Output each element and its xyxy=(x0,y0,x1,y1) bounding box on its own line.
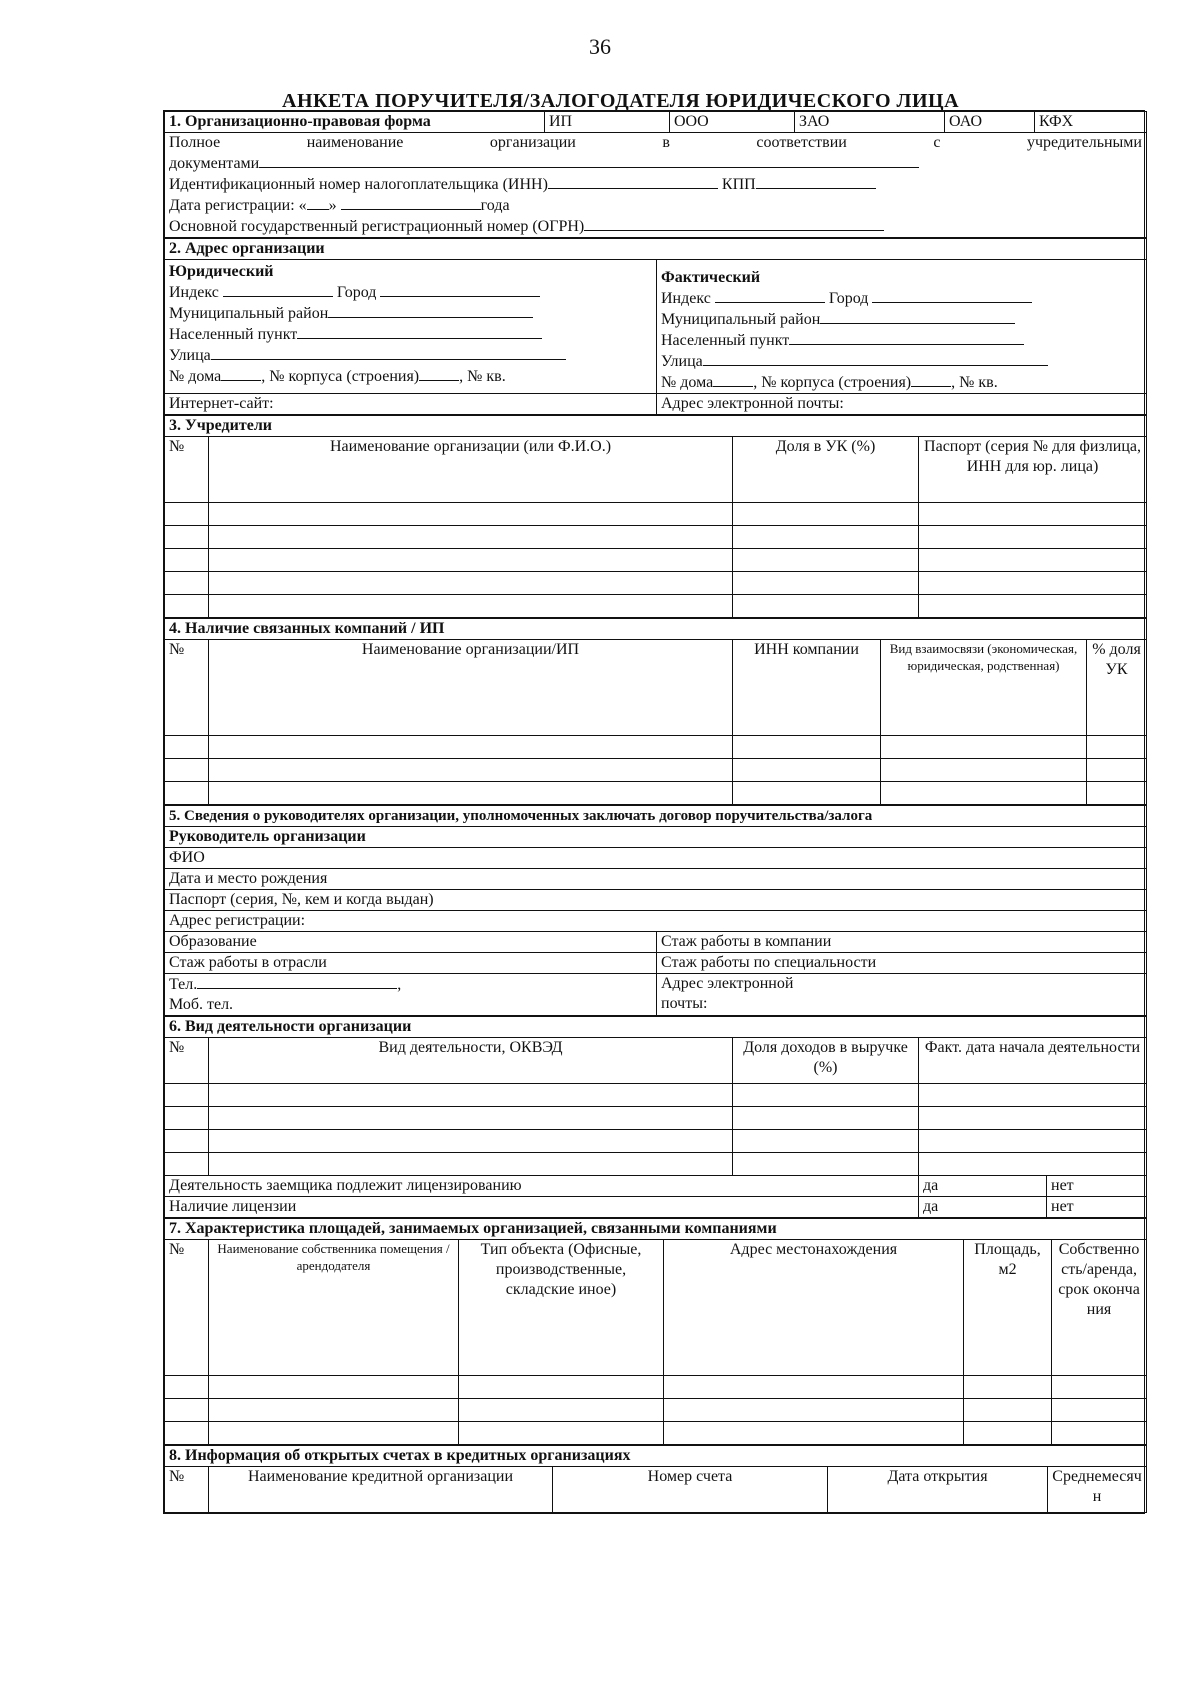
tel-field[interactable] xyxy=(197,974,397,989)
legal-house-field[interactable] xyxy=(221,366,261,381)
s8-col-avg: Среднемесячн xyxy=(1048,1467,1147,1513)
s3-col-share: Доля в УК (%) xyxy=(733,437,919,503)
s7-col-address: Адрес местонахождения xyxy=(664,1240,964,1376)
reg-date-quote: » xyxy=(328,197,337,214)
s3-col-no: № xyxy=(165,437,209,503)
birth-label[interactable]: Дата и место рождения xyxy=(165,869,1147,890)
table-row[interactable] xyxy=(165,1399,1147,1422)
page-number: 36 xyxy=(589,34,611,59)
actual-locality-label: Населенный пункт xyxy=(661,332,790,349)
passport-label[interactable]: Паспорт (серия, №, кем и когда выдан) xyxy=(165,890,1147,911)
s7-col-area: Площадь, м2 xyxy=(964,1240,1052,1376)
license-yes[interactable]: да xyxy=(919,1197,1047,1218)
license-label: Наличие лицензии xyxy=(165,1197,919,1218)
actual-district-field[interactable] xyxy=(820,309,1015,324)
legal-district-field[interactable] xyxy=(328,303,533,318)
s3-col-name: Наименование организации (или Ф.И.О.) xyxy=(209,437,733,503)
actual-index-field[interactable] xyxy=(715,288,825,303)
section-1-heading: 1. Организационно-правовая форма xyxy=(165,112,545,133)
table-row[interactable] xyxy=(165,1107,1147,1130)
section-5-heading: 5. Сведения о руководителях организации, уполномоченных заключать договор поручительства/залога xyxy=(165,806,1147,827)
full-name-label: Полное наименование организации в соответствии с учредительными xyxy=(169,134,1142,151)
section-3-heading: 3. Учредители xyxy=(165,416,1147,437)
actual-address-label: Фактический xyxy=(661,269,761,286)
tel-label: Тел. xyxy=(169,976,198,993)
mob-label: Моб. тел. xyxy=(169,996,234,1013)
kpp-label: КПП xyxy=(721,176,756,193)
legal-district-label: Муниципальный район xyxy=(169,305,329,322)
table-row[interactable] xyxy=(165,1376,1147,1399)
option-kfh[interactable]: КФХ xyxy=(1035,112,1147,133)
s6-col-start: Факт. дата начала деятельности xyxy=(919,1038,1147,1084)
legal-city-label: Город xyxy=(336,284,377,301)
s8-col-no: № xyxy=(165,1467,209,1513)
website-label: Интернет-сайт: xyxy=(165,394,657,415)
s4-col-inn: ИНН компании xyxy=(733,640,881,736)
option-oao[interactable]: ОАО xyxy=(945,112,1035,133)
licensing-no[interactable]: нет xyxy=(1047,1176,1147,1197)
inn-label: Идентификационный номер налогоплательщика (ИНН) xyxy=(169,176,548,193)
questionnaire-form xyxy=(163,110,1145,1514)
table-row[interactable] xyxy=(165,1084,1147,1107)
legal-index-field[interactable] xyxy=(223,282,333,297)
ogrn-field[interactable] xyxy=(584,216,884,231)
s8-col-date: Дата открытия xyxy=(828,1467,1048,1513)
table-row[interactable] xyxy=(165,526,1147,549)
legal-building-label: , № корпуса (строения) xyxy=(261,368,420,385)
section-7 xyxy=(164,1218,1147,1445)
actual-building-label: , № корпуса (строения) xyxy=(753,374,912,391)
s3-col-passport: Паспорт (серия № для физлица, ИНН для юр. лица) xyxy=(919,437,1147,503)
head-label: Руководитель организации xyxy=(165,827,1147,848)
actual-city-label: Город xyxy=(828,290,869,307)
s7-col-ownership: Собственность/аренда, срок окончания xyxy=(1052,1240,1147,1376)
email-label: Адрес электронной почты: xyxy=(657,394,1147,415)
actual-street-label: Улица xyxy=(661,353,703,370)
s4-col-share: % доля УК xyxy=(1087,640,1147,736)
kpp-field[interactable] xyxy=(756,174,876,189)
s7-col-owner: Наименование собственника помещения / арендодателя xyxy=(209,1240,459,1376)
option-zao[interactable]: ЗАО xyxy=(795,112,945,133)
license-no[interactable]: нет xyxy=(1047,1197,1147,1218)
reg-month-field[interactable] xyxy=(341,195,481,210)
actual-house-field[interactable] xyxy=(713,372,753,387)
table-row[interactable] xyxy=(165,759,1147,782)
actual-building-field[interactable] xyxy=(911,372,951,387)
section-6-heading: 6. Вид деятельности организации xyxy=(165,1017,1147,1038)
section-6 xyxy=(164,1016,1147,1218)
table-row[interactable] xyxy=(165,782,1147,805)
actual-index-label: Индекс xyxy=(661,290,711,307)
email-label-a: Адрес электронной xyxy=(661,975,794,992)
licensing-yes[interactable]: да xyxy=(919,1176,1047,1197)
table-row[interactable] xyxy=(165,1422,1147,1445)
table-row[interactable] xyxy=(165,595,1147,618)
s8-col-account: Номер счета xyxy=(553,1467,828,1513)
section-1 xyxy=(164,111,1147,238)
reg-year-label: года xyxy=(480,197,510,214)
legal-street-label: Улица xyxy=(169,347,211,364)
section-2-heading: 2. Адрес организации xyxy=(165,239,1147,260)
education-label[interactable]: Образование xyxy=(165,932,657,953)
legal-index-label: Индекс xyxy=(169,284,219,301)
reg-date-label: Дата регистрации: « xyxy=(169,197,307,214)
actual-house-label: № дома xyxy=(661,374,714,391)
table-row[interactable] xyxy=(165,1130,1147,1153)
option-ooo[interactable]: ООО xyxy=(670,112,795,133)
s7-col-type: Тип объекта (Офисные, производственные, складские иное) xyxy=(459,1240,664,1376)
section-2 xyxy=(164,238,1147,415)
legal-flat-label: , № кв. xyxy=(459,368,506,385)
exp-specialty-label[interactable]: Стаж работы по специальности xyxy=(657,953,1147,974)
section-8-heading: 8. Информация об открытых счетах в кредитных организациях xyxy=(165,1446,1147,1467)
legal-locality-field[interactable] xyxy=(297,324,542,339)
table-row[interactable] xyxy=(165,1153,1147,1176)
s8-col-bank: Наименование кредитной организации xyxy=(209,1467,553,1513)
actual-district-label: Муниципальный район xyxy=(661,311,821,328)
s4-col-no: № xyxy=(165,640,209,736)
s6-col-activity: Вид деятельности, ОКВЭД xyxy=(209,1038,733,1084)
actual-city-field[interactable] xyxy=(872,288,1032,303)
actual-street-field[interactable] xyxy=(703,351,1048,366)
actual-flat-label: , № кв. xyxy=(951,374,998,391)
table-row[interactable] xyxy=(165,503,1147,526)
option-ip[interactable]: ИП xyxy=(545,112,670,133)
section-7-heading: 7. Характеристика площадей, занимаемых организацией, связанными компаниями xyxy=(165,1219,1147,1240)
s4-col-relation: Вид взаимосвязи (экономическая, юридическая, родственная) xyxy=(881,640,1087,736)
fio-label[interactable]: ФИО xyxy=(165,848,1147,869)
legal-building-field[interactable] xyxy=(419,366,459,381)
form-title: АНКЕТА ПОРУЧИТЕЛЯ/ЗАЛОГОДАТЕЛЯ ЮРИДИЧЕСКОГО ЛИЦА xyxy=(282,90,960,112)
section-5: 5. Сведения о руководителях организации, уполномоченных заключать договор поручительства/залога Руководитель организации ФИО Дата и место рождения Паспорт (серия, №, кем и когда выдан) Адрес регистрации: Образование Стаж работы в компании Стаж работы в отрасли Стаж работы по специальности Тел. , Моб. тел. Адрес электронной почты: xyxy=(164,805,1147,1016)
legal-locality-label: Населенный пункт xyxy=(169,326,298,343)
email-label-b: почты: xyxy=(661,995,708,1012)
legal-city-field[interactable] xyxy=(380,282,540,297)
actual-locality-field[interactable] xyxy=(789,330,1024,345)
exp-company-label[interactable]: Стаж работы в компании xyxy=(657,932,1147,953)
table-row[interactable] xyxy=(165,549,1147,572)
legal-street-field[interactable] xyxy=(211,345,566,360)
full-name-field[interactable] xyxy=(259,153,919,168)
section-8 xyxy=(164,1445,1147,1513)
full-name-label-2: документами xyxy=(169,155,260,172)
inn-field[interactable] xyxy=(548,174,718,189)
exp-industry-label[interactable]: Стаж работы в отрасли xyxy=(165,953,657,974)
table-row[interactable] xyxy=(165,572,1147,595)
s4-col-name: Наименование организации/ИП xyxy=(209,640,733,736)
section-4 xyxy=(164,618,1147,805)
section-4-heading: 4. Наличие связанных компаний / ИП xyxy=(165,619,1147,640)
legal-address-label: Юридический xyxy=(169,263,274,280)
s6-col-income: Доля доходов в выручке (%) xyxy=(733,1038,919,1084)
legal-house-label: № дома xyxy=(169,368,222,385)
s6-col-no: № xyxy=(165,1038,209,1084)
table-row[interactable] xyxy=(165,736,1147,759)
reg-day-field[interactable] xyxy=(307,195,329,210)
reg-address-label[interactable]: Адрес регистрации: xyxy=(165,911,1147,932)
s7-col-no: № xyxy=(165,1240,209,1376)
licensing-label: Деятельность заемщика подлежит лицензированию xyxy=(165,1176,919,1197)
ogrn-label: Основной государственный регистрационный номер (ОГРН) xyxy=(169,218,585,235)
section-3 xyxy=(164,415,1147,618)
